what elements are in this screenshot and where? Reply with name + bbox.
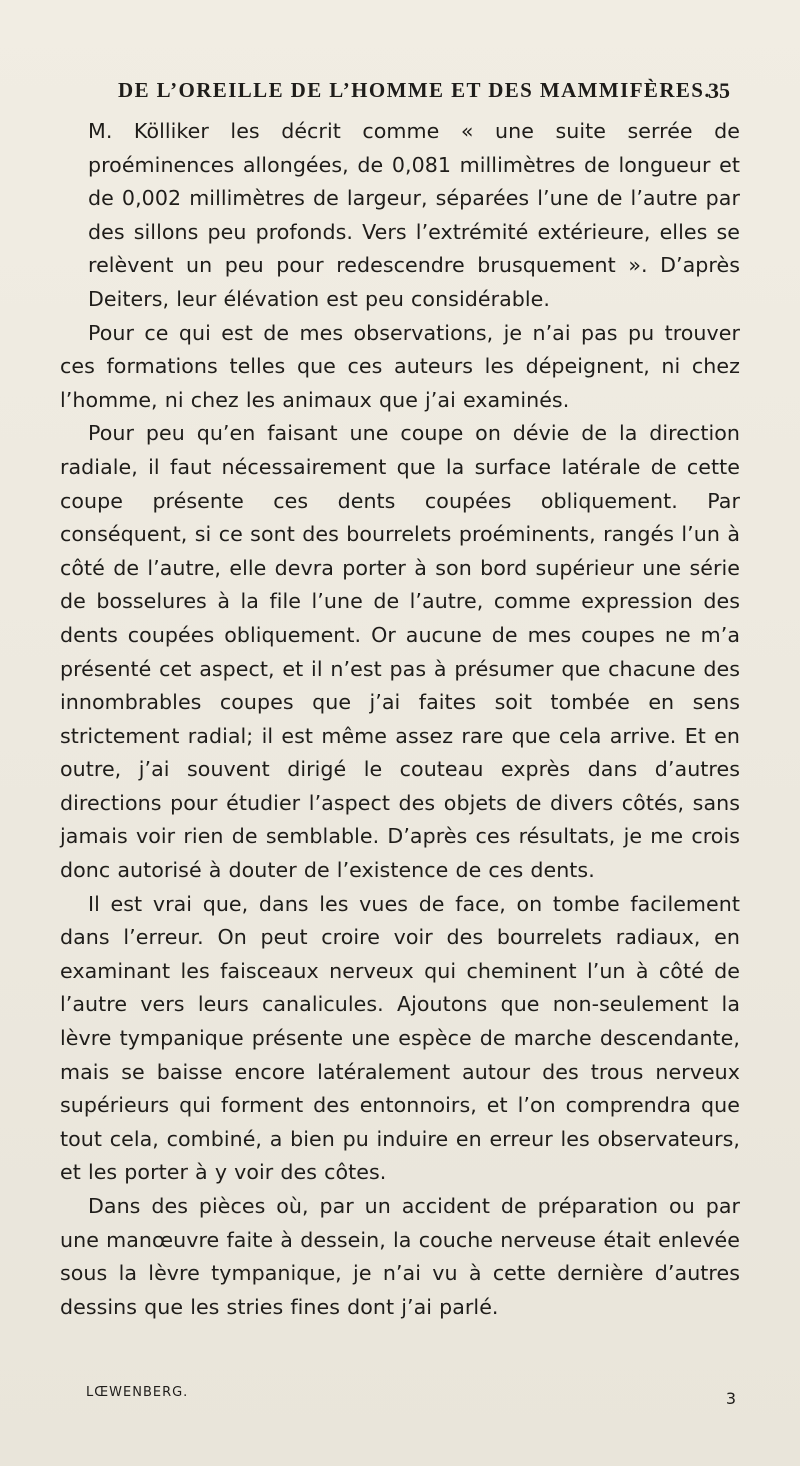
paragraph-preparation: Dans des pièces où, par un accident de préparation ou par une manœuvre faite à dessein, la couche nerveuse était enlevée sous la lèvre tympanique, je n’ai vu à cette dernière d’autres dessins que les stries fines dont j’ai parlé.: [60, 1194, 740, 1319]
body-text: [60, 115, 740, 1324]
signature-mark: 3: [725, 1389, 736, 1408]
printer-signature: LŒWENBERG.: [86, 1385, 189, 1400]
running-head: [118, 78, 730, 108]
running-title: DE L’OREILLE DE L’HOMME ET DES MAMMIFÈRES.: [118, 78, 712, 102]
paragraph-kolliker: M. Kölliker les décrit comme « une suite serrée de proéminences allongées, de 0,081 millimètres de longueur et de 0,002 millimètres de largeur, séparées l’une de l’autre par des sillons peu profonds. Vers l’extrémité extérieure, elles se relèvent un peu pour redescendre brusquement ». D’après Deiters, leur élévation est peu considérable.: [88, 119, 740, 311]
paragraph-observations: Pour ce qui est de mes observations, je n’ai pas pu trouver ces formations telles que ces auteurs les dépeignent, ni chez l’homme, ni chez les animaux que j’ai examinés.: [60, 320, 740, 412]
page-footer: [86, 1385, 736, 1409]
paragraph-oblique-cuts: Pour peu qu’en faisant une coupe on dévie de la direction radiale, il faut nécessairement que la surface latérale de cette coupe présente ces dents coupées obliquement. Par conséquent, si ce sont des bourrelets proéminents, rangés l’un à côté de l’autre, elle devra porter à son bord supérieur une série de bosselures à la file l’une de l’autre, comme expression des dents coupées obliquement. Or aucune de mes coupes ne m’a présenté cet aspect, et il n’est pas à présumer que chacune des innombrables coupes que j’ai faites soit tombée en sens strictement radial; il est même assez rare que cela arrive. Et en outre, j’ai souvent dirigé le couteau exprès dans d’autres directions pour étudier l’aspect des objets de divers côtés, sans jamais voir rien de semblable. D’après ces résultats, je me crois donc autorisé à douter de l’existence de ces dents.: [60, 421, 740, 883]
page-number: 35: [708, 78, 730, 103]
paragraph-error: Il est vrai que, dans les vues de face, on tombe facilement dans l’erreur. On peut croire voir des bourrelets radiaux, en examinant les faisceaux nerveux qui cheminent l’un à côté de l’autre vers leurs canalicules. Ajoutons que non-seulement la lèvre tympanique présente une espèce de marche descendante, mais se baisse encore latéralement autour des trous nerveux supérieurs qui forment des entonnoirs, et l’on comprendra que tout cela, combiné, a bien pu induire en erreur les observateurs, et les porter à y voir des côtes.: [60, 891, 740, 1185]
